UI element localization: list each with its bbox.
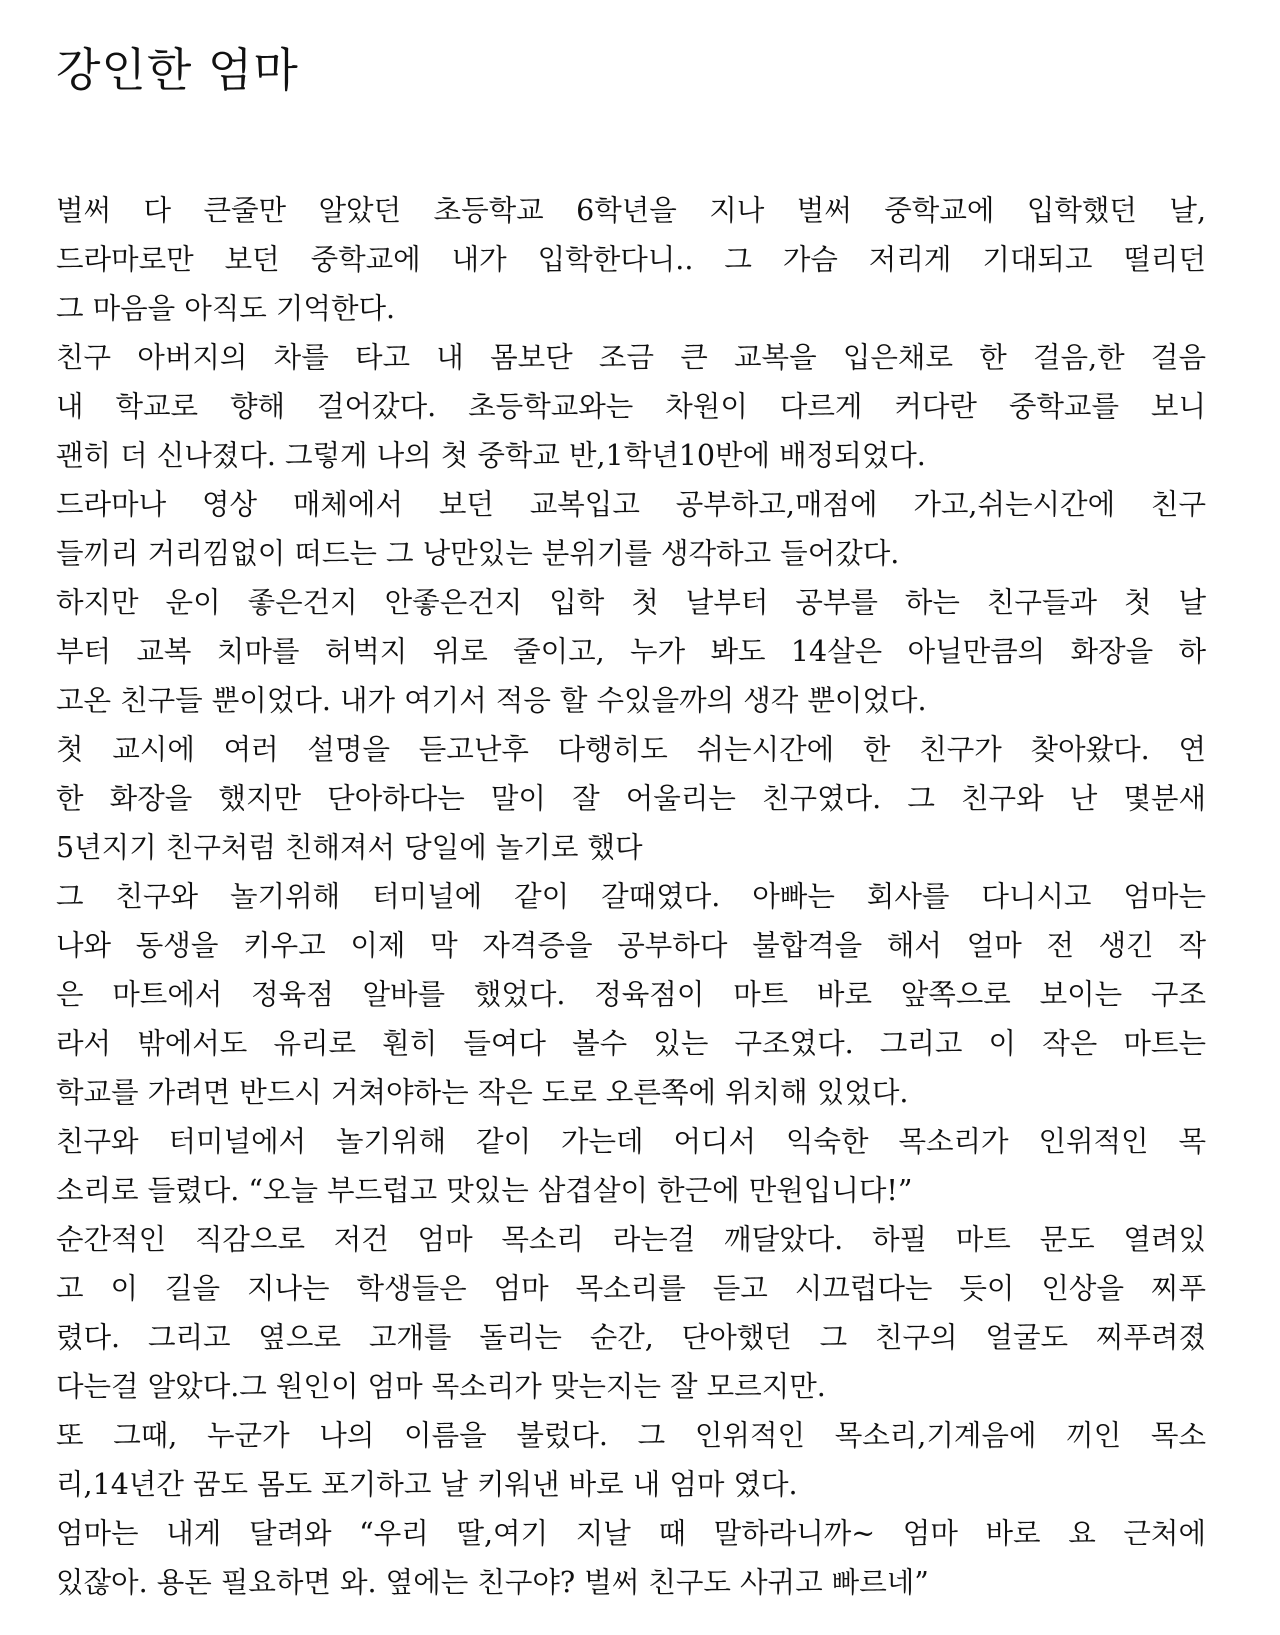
body-line: 렸다. 그리고 옆으로 고개를 돌리는 순간, 단아했던 그 친구의 얼굴도 찌푸려졌 <box>56 1321 1206 1354</box>
body-line: 부터 교복 치마를 허벅지 위로 줄이고, 누가 봐도 14살은 아닐만큼의 화장을 하 <box>56 635 1206 668</box>
body-line: 리,14년간 꿈도 몸도 포기하고 날 키워낸 바로 내 엄마 였다. <box>56 1468 798 1501</box>
document-body <box>56 186 1206 1607</box>
body-line: 내 학교로 향해 걸어갔다. 초등학교와는 차원이 다르게 커다란 중학교를 보니 <box>56 390 1206 423</box>
body-line: 들끼리 거리낌없이 떠드는 그 낭만있는 분위기를 생각하고 들어갔다. <box>56 537 900 570</box>
body-line: 친구 아버지의 차를 타고 내 몸보단 조금 큰 교복을 입은채로 한 걸음,한 걸음 <box>56 341 1206 374</box>
document-title: 강인한 엄마 <box>56 43 299 97</box>
body-line: 고 이 길을 지나는 학생들은 엄마 목소리를 듣고 시끄럽다는 듯이 인상을 찌푸 <box>56 1272 1206 1305</box>
body-line: 그 친구와 놀기위해 터미널에 같이 갈때였다. 아빠는 회사를 다니시고 엄마는 <box>56 880 1206 913</box>
body-line: 엄마는 내게 달려와 “우리 딸,여기 지날 때 말하라니까~ 엄마 바로 요 근처에 <box>56 1517 1206 1550</box>
body-line: 라서 밖에서도 유리로 훤히 들여다 볼수 있는 구조였다. 그리고 이 작은 마트는 <box>56 1027 1206 1060</box>
body-line: 은 마트에서 정육점 알바를 했었다. 정육점이 마트 바로 앞쪽으로 보이는 구조 <box>56 978 1206 1011</box>
body-line: 나와 동생을 키우고 이제 막 자격증을 공부하다 불합격을 해서 얼마 전 생긴 작 <box>56 929 1206 962</box>
body-line: 또 그때, 누군가 나의 이름을 불렀다. 그 인위적인 목소리,기계음에 끼인 목소 <box>56 1419 1206 1452</box>
body-line: 5년지기 친구처럼 친해져서 당일에 놀기로 했다 <box>56 831 643 864</box>
body-line: 소리로 들렸다. “오늘 부드럽고 맛있는 삼겹살이 한근에 만원입니다!” <box>56 1174 913 1207</box>
body-line: 고온 친구들 뿐이었다. 내가 여기서 적응 할 수있을까의 생각 뿐이었다. <box>56 684 927 717</box>
body-line: 다는걸 알았다.그 원인이 엄마 목소리가 맞는지는 잘 모르지만. <box>56 1370 826 1403</box>
body-line: 그 마음을 아직도 기억한다. <box>56 292 396 325</box>
body-line: 한 화장을 했지만 단아하다는 말이 잘 어울리는 친구였다. 그 친구와 난 몇분새 <box>56 782 1206 815</box>
body-line: 있잖아. 용돈 필요하면 와. 옆에는 친구야? 벌써 친구도 사귀고 빠르네” <box>56 1566 929 1599</box>
body-line: 벌써 다 큰줄만 알았던 초등학교 6학년을 지나 벌써 중학교에 입학했던 날, <box>56 194 1206 227</box>
body-line: 순간적인 직감으로 저건 엄마 목소리 라는걸 깨달았다. 하필 마트 문도 열려있 <box>56 1223 1206 1256</box>
body-line: 첫 교시에 여러 설명을 듣고난후 다행히도 쉬는시간에 한 친구가 찾아왔다. 연 <box>56 733 1206 766</box>
body-line: 드라마로만 보던 중학교에 내가 입학한다니.. 그 가슴 저리게 기대되고 떨리던 <box>56 243 1206 276</box>
body-line: 친구와 터미널에서 놀기위해 같이 가는데 어디서 익숙한 목소리가 인위적인 목 <box>56 1125 1206 1158</box>
body-line: 하지만 운이 좋은건지 안좋은건지 입학 첫 날부터 공부를 하는 친구들과 첫 날 <box>56 586 1206 619</box>
body-line: 드라마나 영상 매체에서 보던 교복입고 공부하고,매점에 가고,쉬는시간에 친구 <box>56 488 1206 521</box>
body-line: 괜히 더 신나졌다. 그렇게 나의 첫 중학교 반,1학년10반에 배정되었다. <box>56 439 926 472</box>
body-line: 학교를 가려면 반드시 거쳐야하는 작은 도로 오른쪽에 위치해 있었다. <box>56 1076 909 1109</box>
